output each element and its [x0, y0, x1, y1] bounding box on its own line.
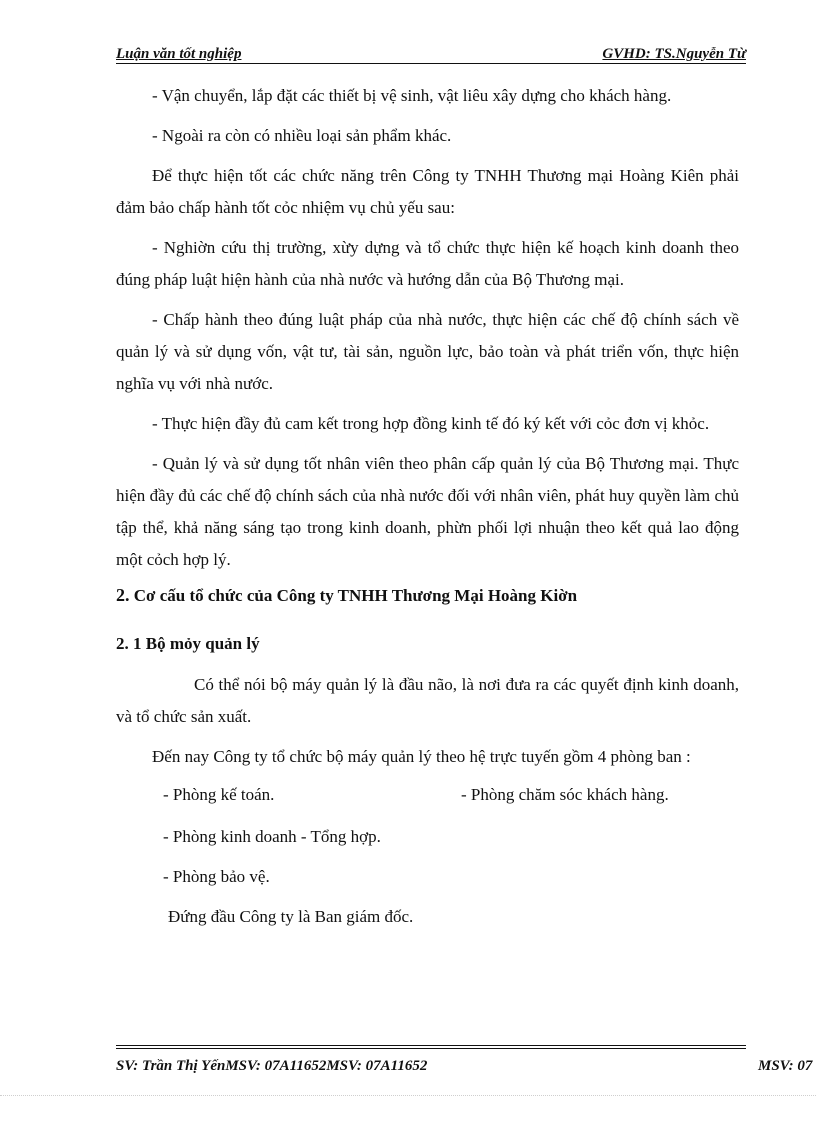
subsection-heading: 2. 1 Bộ mỏy quản lý [116, 634, 260, 653]
section-number: 2. [116, 585, 130, 605]
header-advisor-label: GVHD: TS.Nguyễn Từ [602, 46, 746, 62]
header-divider [116, 63, 746, 64]
department-business: - Phòng kinh doanh - Tổng hợp. [163, 827, 381, 846]
paragraph-staff-management: - Quản lý và sử dụng tốt nhân viên theo phân cấp quản lý của Bộ Thương mại. Thực hiện đầy đủ các chế độ chính sách của nhà nước đối với nhân viên, phát huy quyền làm chủ tập thể, khả năng sáng tạo trong kinh doanh, phừn phối lợi nhuận theo kết quả lao động một cỏch hợp lý. [116, 454, 739, 569]
department-row [116, 779, 739, 819]
footer-student-label: SV: Trần Thị YếnMSV: 07A11652MSV: 07A11652 [116, 1058, 428, 1074]
header-thesis-label: Luận văn tốt nghiệp [116, 46, 242, 62]
department-accounting: - Phòng kế toán. [163, 785, 275, 804]
page-footer [116, 1058, 816, 1075]
footer-divider-double [116, 1048, 746, 1049]
department-security: - Phòng bảo vệ. [163, 867, 270, 886]
paragraph-duties-intro: Để thực hiện tốt các chức năng trên Công ty TNHH Thương mại Hoàng Kiên phải đảm bảo chấp hành tốt cỏc nhiệm vụ chủ yếu sau: [116, 166, 739, 217]
paragraph-departments-intro: Đến nay Công ty tổ chức bộ máy quản lý theo hệ trực tuyến gồm 4 phòng ban : [152, 747, 691, 766]
section-heading [116, 578, 739, 613]
paragraph-transport: - Vận chuyển, lắp đặt các thiết bị vệ sinh, vật liêu xây dựng cho khách hàng. [152, 86, 672, 105]
paragraph-other-products: - Ngoài ra còn có nhiều loại sản phẩm khác. [152, 126, 452, 145]
department-customer-care: - Phòng chăm sóc khách hàng. [461, 785, 669, 804]
paragraph-management-role: Có thể nói bộ máy quản lý là đầu não, là nơi đưa ra các quyết định kinh doanh, và tổ chức sản xuất. [116, 675, 739, 726]
page-content [116, 80, 739, 933]
paragraph-board-of-directors: Đứng đầu Công ty là Ban giám đốc. [168, 907, 414, 926]
page-bottom-border [0, 1095, 816, 1096]
footer-student-id: MSV: 07 [758, 1058, 813, 1074]
paragraph-market-research: - Nghiờn cứu thị trường, xừy dựng và tổ chức thực hiện kế hoạch kinh doanh theo đúng pháp luật hiện hành của nhà nước và hướng dẫn của Bộ Thương mại. [116, 238, 739, 289]
paragraph-contracts: - Thực hiện đầy đủ cam kết trong hợp đồng kinh tế đó ký kết với cỏc đơn vị khỏc. [152, 414, 710, 433]
paragraph-compliance: - Chấp hành theo đúng luật pháp của nhà nước, thực hiện các chế độ chính sách về quản lý và sử dụng vốn, vật tư, tài sản, nguồn lực, bảo toàn và phát triển vốn, thực hiện nghĩa vụ với nhà nước. [116, 310, 739, 393]
footer-divider [116, 1045, 746, 1046]
section-title: Cơ cấu tổ chức của Công ty TNHH Thương Mại Hoàng Kiờn [133, 586, 578, 605]
